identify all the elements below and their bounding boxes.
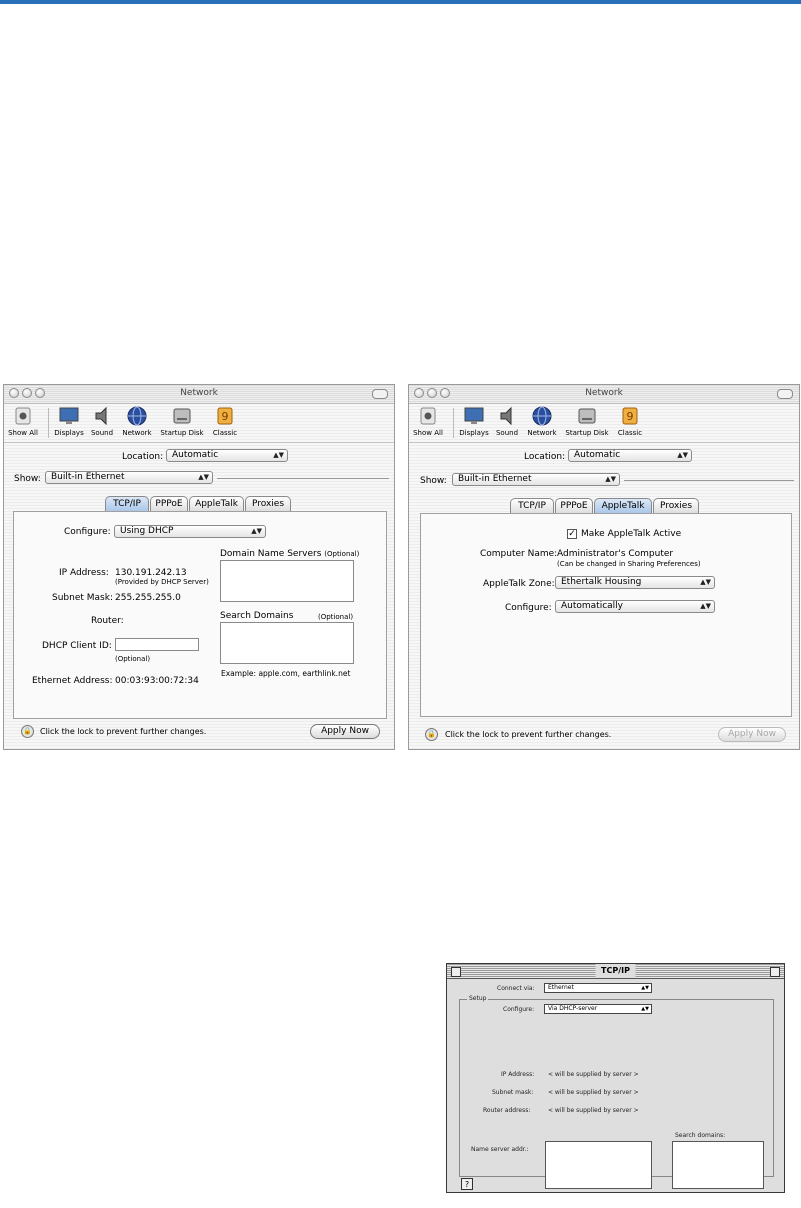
connect-via-value: Ethernet: [548, 984, 574, 991]
ethernet-value: 00:03:93:00:72:34: [115, 676, 199, 686]
startup-disk-label: Startup Disk: [565, 429, 609, 437]
dhcp-client-label: DHCP Client ID:: [42, 641, 112, 651]
show-label: Show:: [14, 474, 41, 484]
router-value: < will be supplied by server >: [548, 1107, 639, 1114]
title-bar[interactable]: [447, 964, 784, 979]
setup-label: Setup: [469, 995, 487, 1002]
dns-field[interactable]: [220, 560, 354, 602]
search-domains-field[interactable]: [672, 1141, 764, 1189]
dns-label: [220, 549, 359, 559]
search-label: Search Domains: [220, 611, 294, 621]
lock-text: Click the lock to prevent further changes.: [445, 730, 612, 739]
window-title: Network: [585, 388, 623, 398]
dns-optional: (Optional): [324, 550, 360, 558]
displays-button[interactable]: [52, 406, 86, 437]
configure-value: Via DHCP-server: [548, 1005, 598, 1012]
speaker-icon: [497, 406, 517, 426]
router-label: Router address:: [483, 1107, 531, 1114]
popup-arrows-icon: ▲▼: [641, 985, 649, 991]
network-button[interactable]: [525, 406, 559, 437]
top-rule: [0, 0, 801, 4]
collapse-box[interactable]: [770, 967, 780, 977]
classic-label: Classic: [617, 429, 643, 437]
disk-icon: [172, 406, 192, 426]
toolbar-divider: [48, 408, 49, 438]
toolbar-toggle-button[interactable]: [777, 389, 793, 399]
popup-arrows-icon: ▲▼: [273, 451, 284, 459]
displays-label: Displays: [459, 429, 489, 437]
toolbar: [4, 404, 394, 443]
sound-button[interactable]: [493, 406, 521, 437]
network-window-appletalk: [408, 384, 800, 750]
location-value: Automatic: [574, 450, 621, 460]
classic-button[interactable]: [615, 406, 645, 437]
subnet-label: Subnet Mask:: [52, 593, 113, 603]
ip-value: 130.191.242.13: [115, 568, 187, 578]
window-title: TCP/IP: [595, 964, 636, 978]
displays-button[interactable]: [457, 406, 491, 437]
location-value: Automatic: [172, 450, 219, 460]
close-box[interactable]: [451, 967, 461, 977]
tab-pppoe[interactable]: PPPoE: [150, 496, 188, 511]
configure-value: Automatically: [561, 601, 623, 611]
lock-icon[interactable]: 🔒: [425, 728, 438, 741]
popup-arrows-icon: ▲▼: [677, 451, 688, 459]
subnet-value: < will be supplied by server >: [548, 1089, 639, 1096]
divider: [624, 480, 794, 481]
location-label: Location:: [524, 452, 566, 462]
tab-proxies[interactable]: Proxies: [245, 496, 291, 511]
tab-tcpip[interactable]: TCP/IP: [510, 498, 554, 513]
lock-text: Click the lock to prevent further changes.: [40, 727, 207, 736]
startup-disk-label: Startup Disk: [160, 429, 204, 437]
configure-popup[interactable]: [114, 525, 266, 538]
tab-proxies[interactable]: Proxies: [653, 498, 699, 513]
computer-name-note: (Can be changed in Sharing Preferences): [557, 560, 701, 568]
title-bar[interactable]: [409, 385, 799, 404]
zone-popup[interactable]: [555, 576, 715, 589]
sound-label: Sound: [90, 429, 114, 437]
classic-button[interactable]: [210, 406, 240, 437]
network-button[interactable]: [120, 406, 154, 437]
router-label: Router:: [91, 616, 124, 626]
display-icon: [59, 406, 79, 426]
configure-popup[interactable]: [544, 1004, 652, 1014]
classic-icon: [215, 406, 235, 426]
toolbar-toggle-button[interactable]: [372, 389, 388, 399]
configure-label: Configure:: [503, 1006, 535, 1013]
globe-icon: [127, 406, 147, 426]
disk-icon: [577, 406, 597, 426]
startup-disk-button[interactable]: [158, 406, 206, 437]
show-all-button[interactable]: [6, 406, 40, 437]
popup-arrows-icon: ▲▼: [605, 475, 616, 483]
popup-arrows-icon: ▲▼: [641, 1006, 649, 1012]
computer-name-value: Administrator's Computer: [557, 549, 674, 559]
computer-name-label: Computer Name:: [480, 549, 558, 559]
lock-icon[interactable]: 🔒: [21, 725, 34, 738]
divider: [217, 478, 389, 479]
help-icon[interactable]: ?: [461, 1178, 473, 1190]
tab-pppoe[interactable]: PPPoE: [555, 498, 593, 513]
dhcp-optional: (Optional): [115, 655, 151, 663]
ip-label: IP Address:: [59, 568, 109, 578]
network-label: Network: [122, 429, 152, 437]
configure-value: Using DHCP: [120, 526, 174, 536]
globe-icon: [532, 406, 552, 426]
popup-arrows-icon: ▲▼: [700, 602, 711, 610]
show-label: Show:: [420, 476, 447, 486]
displays-label: Displays: [54, 429, 84, 437]
apple-icon: [418, 406, 438, 426]
toolbar-divider: [453, 408, 454, 438]
popup-arrows-icon: ▲▼: [700, 578, 711, 586]
title-bar[interactable]: [4, 385, 394, 404]
network-window-tcpip: [3, 384, 395, 750]
ip-label: IP Address:: [501, 1071, 535, 1078]
apply-now-button[interactable]: Apply Now: [310, 724, 380, 739]
classic-tcpip-window: [446, 963, 785, 1193]
search-optional: (Optional): [318, 613, 354, 621]
popup-arrows-icon: ▲▼: [198, 473, 209, 481]
location-popup[interactable]: [166, 449, 288, 462]
tab-appletalk[interactable]: AppleTalk: [594, 498, 652, 513]
window-title: Network: [180, 388, 218, 398]
configure-popup[interactable]: [555, 600, 715, 613]
toolbar: [409, 404, 799, 443]
startup-disk-button[interactable]: [563, 406, 611, 437]
network-label: Network: [527, 429, 557, 437]
configure-label: Configure:: [505, 603, 552, 613]
tcpip-panel: [13, 511, 387, 719]
zone-value: Ethertalk Housing: [561, 577, 642, 587]
show-all-label: Show All: [413, 429, 443, 437]
dns-label-text: Domain Name Servers: [220, 549, 322, 559]
apply-now-button[interactable]: Apply Now: [718, 727, 786, 742]
configure-label: Configure:: [64, 527, 111, 537]
popup-arrows-icon: ▲▼: [251, 527, 262, 535]
classic-icon: [620, 406, 640, 426]
ip-note: (Provided by DHCP Server): [115, 578, 209, 586]
svg-text:9: 9: [221, 410, 229, 423]
tab-appletalk[interactable]: AppleTalk: [189, 496, 244, 511]
search-domains-field[interactable]: [220, 622, 354, 664]
appletalk-panel: [420, 513, 792, 717]
show-value: Built-in Ethernet: [458, 474, 532, 484]
location-label: Location:: [122, 452, 164, 462]
show-popup[interactable]: [452, 473, 620, 486]
name-server-label: Name server addr.:: [471, 1146, 529, 1153]
connect-via-popup[interactable]: [544, 983, 652, 993]
search-domains-label: Search domains:: [675, 1132, 726, 1139]
classic-label: Classic: [212, 429, 238, 437]
ip-value: < will be supplied by server >: [548, 1071, 639, 1078]
example-text: Example: apple.com, earthlink.net: [221, 669, 351, 678]
make-active-checkbox[interactable]: ✓: [568, 529, 576, 539]
ethernet-label: Ethernet Address:: [32, 676, 113, 686]
subnet-value: 255.255.255.0: [115, 593, 181, 603]
subnet-label: Subnet mask:: [492, 1089, 534, 1096]
zone-label: AppleTalk Zone:: [483, 579, 555, 589]
sound-label: Sound: [495, 429, 519, 437]
show-popup[interactable]: [45, 471, 213, 484]
show-all-label: Show All: [8, 429, 38, 437]
svg-text:9: 9: [626, 410, 634, 423]
display-icon: [464, 406, 484, 426]
dhcp-client-input[interactable]: [115, 638, 199, 651]
speaker-icon: [92, 406, 112, 426]
apple-icon: [13, 406, 33, 426]
make-active-label: Make AppleTalk Active: [581, 529, 682, 539]
name-server-field[interactable]: [545, 1141, 652, 1189]
show-value: Built-in Ethernet: [51, 472, 125, 482]
tab-tcpip[interactable]: TCP/IP: [105, 496, 149, 511]
location-popup[interactable]: [568, 449, 692, 462]
show-all-button[interactable]: [411, 406, 445, 437]
sound-button[interactable]: [88, 406, 116, 437]
connect-via-label: Connect via:: [497, 985, 535, 992]
